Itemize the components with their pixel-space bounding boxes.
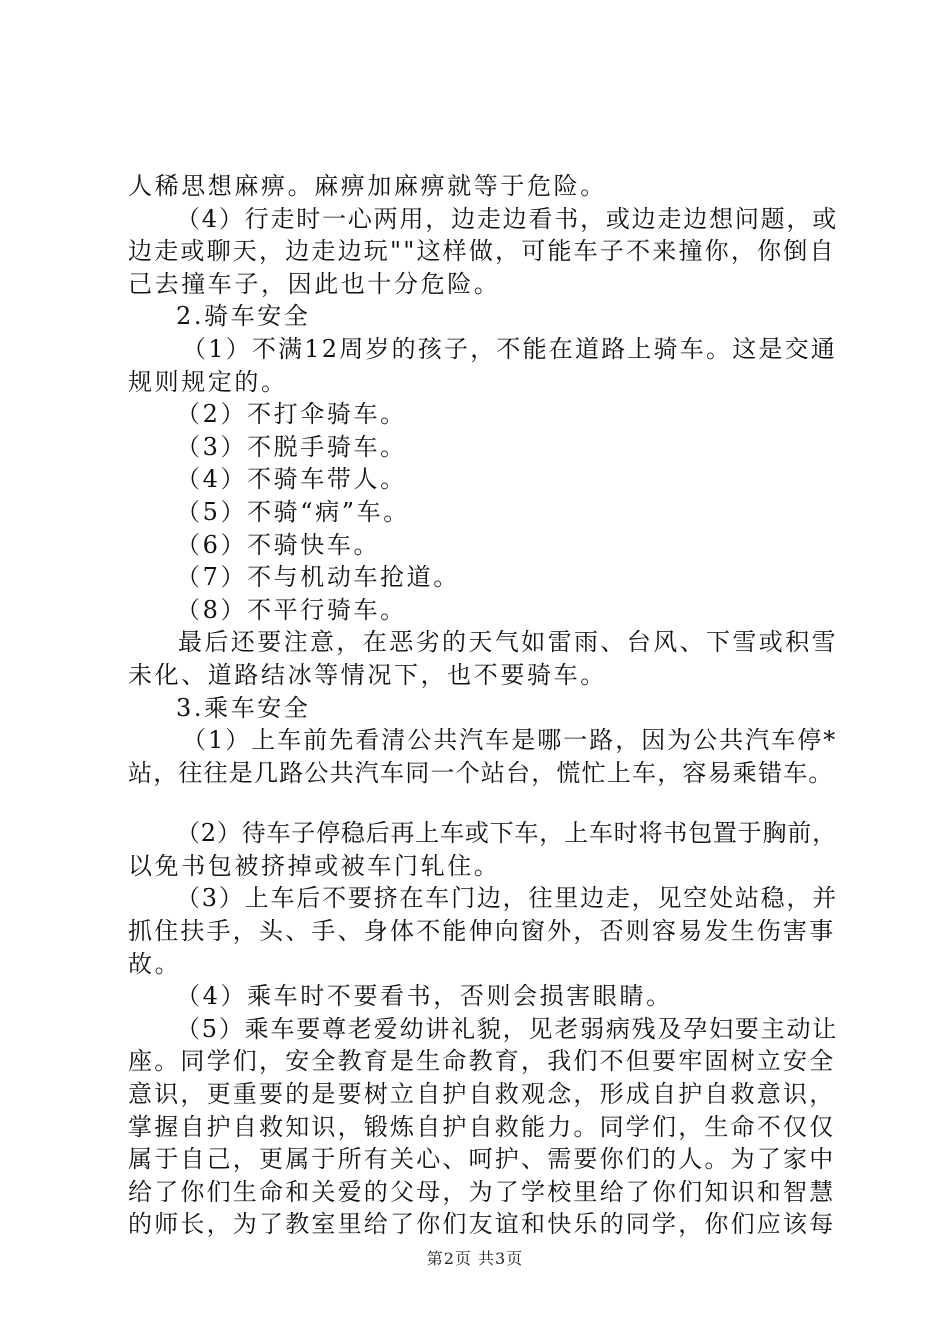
list-item: （2）不打伞骑车。 (176, 400, 407, 429)
text-line: （3）上车后不要挤在车门边，往里边走，见空处站稳，并 (176, 884, 839, 913)
text-line: 未化、道路结冰等情况下，也不要骑车。 (128, 660, 607, 689)
text-line: 座。同学们，安全教育是生命教育，我们不但要牢固树立安全 (128, 1047, 836, 1076)
text-line: （2）待车子停稳后再上车或下车，上车时将书包置于胸前， (176, 819, 837, 848)
document-body (128, 170, 838, 1241)
text-line: 属于自己，更属于所有关心、呵护、需要你们的人。为了家中 (128, 1145, 836, 1174)
text-line: 的师长，为了教室里给了你们友谊和快乐的同学，你们应该每 (128, 1210, 836, 1239)
text-line: 掌握自护自救知识，锻炼自护自救能力。同学们，生命不仅仅 (128, 1112, 836, 1141)
text-line: 人稀思想麻痹。麻痹加麻痹就等于危险。 (128, 172, 607, 200)
text-line: （4）乘车时不要看书，否则会损害眼睛。 (176, 982, 673, 1011)
section-heading: 2.骑车安全 (176, 302, 311, 331)
text-line: 给了你们生命和关爱的父母，为了学校里给了你们知识和智慧 (128, 1177, 836, 1206)
text-line: （1）上车前先看清公共汽车是哪一路，因为公共汽车停* (182, 726, 838, 755)
list-item: （6）不骑快车。 (176, 530, 381, 559)
paragraph-gap (128, 789, 838, 817)
list-item: （4）不骑车带人。 (176, 465, 407, 494)
page-number-footer: 第2页 共3页 (426, 1249, 524, 1268)
text-line: 最后还要注意，在恶劣的天气如雷雨、台风、下雪或积雪 (178, 628, 838, 657)
text-line: 以免书包被挤掉或被车门轧住。 (128, 851, 501, 880)
text-line: 边走或聊天，边走边玩""这样做，可能车子不来撞你，你倒自 (128, 237, 836, 266)
section-heading: 3.乘车安全 (176, 693, 311, 722)
list-item: （7）不与机动车抢道。 (176, 563, 460, 592)
text-line: 站，往往是几路公共汽车同一个站台，慌忙上车，容易乘错车。 (128, 758, 834, 787)
list-item: （3）不脱手骑车。 (176, 432, 407, 461)
list-item: （8）不平行骑车。 (176, 595, 407, 624)
text-line: 故。 (128, 949, 182, 978)
text-line: 规则规定的。 (128, 367, 288, 396)
text-line: （1）不满12周岁的孩子，不能在道路上骑车。这是交通 (182, 334, 838, 363)
text-line: 意识，更重要的是要树立自护自救观念，形成自护自救意识， (128, 1080, 836, 1109)
list-item: （5）不骑“病”车。 (176, 497, 410, 526)
text-line: （5）乘车要尊老爱幼讲礼貌，见老弱病残及孕妇要主动让 (176, 1014, 839, 1043)
text-line: 抓住扶手，头、手、身体不能伸向窗外，否则容易发生伤害事 (128, 917, 836, 946)
text-line: 己去撞车子，因此也十分危险。 (128, 269, 501, 298)
text-line: （4）行走时一心两用，边走边看书，或边走边想问题，或 (176, 204, 839, 233)
